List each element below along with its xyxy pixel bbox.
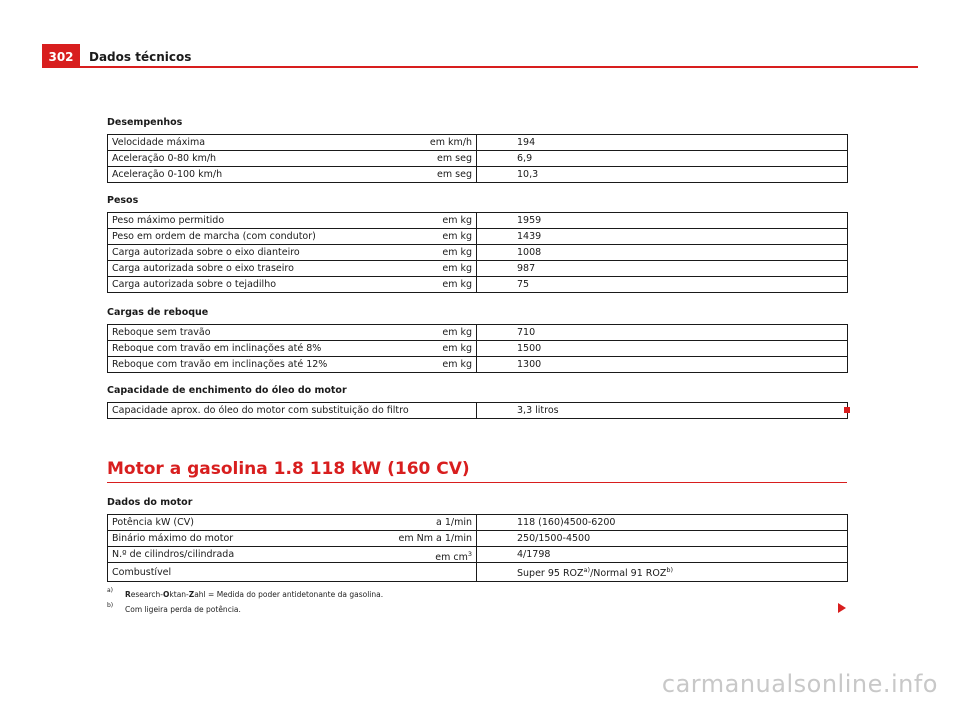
section-end-marker [844,407,850,413]
row-unit: em seg [437,169,472,180]
row-value: 10,3 [477,167,848,183]
towing-table [107,324,848,373]
row-value: 1500 [477,341,848,357]
oil-table [107,402,848,419]
weights-table [107,212,848,293]
row-label: Binário máximo do motor [112,533,234,544]
footnote-mark: b) [107,602,114,609]
table-row [108,277,848,293]
row-value: 1008 [477,245,848,261]
row-unit: em kg [442,215,472,226]
row-unit: em Nm a 1/min [398,533,472,544]
watermark: carmanualsonline.info [661,670,938,698]
engine-title: Motor a gasolina 1.8 118 kW (160 CV) [107,459,470,479]
row-unit: em km/h [429,137,472,148]
row-value: 1300 [477,357,848,373]
row-unit: em kg [442,247,472,258]
row-label: Reboque sem travão [112,327,211,338]
table-row [108,563,848,582]
table-row [108,167,848,183]
row-label: Carga autorizada sobre o tejadilho [112,279,277,290]
row-label: Carga autorizada sobre o eixo traseiro [112,263,294,274]
row-unit: em kg [442,231,472,242]
table-row [108,135,848,151]
table-row [108,403,848,419]
section-heading-performance: Desempenhos [107,117,183,128]
row-value: 710 [477,325,848,341]
row-unit: em kg [442,263,472,274]
row-value: 1439 [477,229,848,245]
row-label: Combustível [108,563,477,582]
row-label: Peso máximo permitido [112,215,225,226]
row-unit [435,547,472,565]
row-value: 4/1798 [477,547,848,563]
row-value: 75 [477,277,848,293]
section-heading-oil: Capacidade de enchimento do óleo do motor [107,385,347,396]
row-label: Reboque com travão em inclinações até 12% [112,359,328,370]
engine-table [107,514,848,582]
fn-text: esearch- [130,590,164,599]
table-row [108,515,848,531]
row-unit: em kg [442,279,472,290]
row-label: Reboque com travão em inclinações até 8% [112,343,322,354]
fn-bold-z: Z [188,590,195,599]
row-value: 250/1500-4500 [477,531,848,547]
table-row [108,229,848,245]
row-value: 194 [477,135,848,151]
table-row [108,325,848,341]
row-unit: a 1/min [435,517,472,528]
row-value: 6,9 [477,151,848,167]
row-value [477,563,848,582]
row-label: Aceleração 0-100 km/h [112,169,223,180]
footnote-a [107,587,384,599]
section-heading-towing: Cargas de reboque [107,307,209,318]
title-rule [107,482,847,483]
footnote-b [107,602,241,614]
unit-superscript: 3 [467,550,472,558]
table-row [108,531,848,547]
table-row [108,213,848,229]
fn-bold-o: O [163,590,170,599]
footnote-ref-a: a) [583,566,591,574]
fn-text: Com ligeira perda de potência. [125,605,241,614]
section-heading-engine: Dados do motor [107,497,193,508]
row-value: 987 [477,261,848,277]
row-label: Capacidade aprox. do óleo do motor com substituição do filtro [108,403,477,419]
row-label: Carga autorizada sobre o eixo dianteiro [112,247,300,258]
row-value: 118 (160)4500-6200 [477,515,848,531]
chapter-title: Dados técnicos [89,50,192,64]
unit-text: em cm [435,552,468,564]
row-unit: em kg [442,327,472,338]
performance-table [107,134,848,183]
header-rule [42,66,918,68]
row-label: Aceleração 0-80 km/h [112,153,217,164]
row-value: 1959 [477,213,848,229]
fuel-part1: Super 95 ROZ [517,568,584,580]
row-unit: em kg [442,359,472,370]
row-unit: em seg [437,153,472,164]
table-row [108,341,848,357]
section-heading-weights: Pesos [107,195,139,206]
footnote-mark: a) [107,587,114,594]
row-label: Peso em ordem de marcha (com condutor) [112,231,316,242]
fn-text: ktan- [169,590,189,599]
fuel-part2: /Normal 91 ROZ [590,568,667,580]
row-label: Velocidade máxima [112,137,206,148]
table-row [108,245,848,261]
row-label: N.º de cilindros/cilindrada [112,549,235,560]
continue-arrow-icon [838,603,846,613]
fn-text: ahl = Medida do poder antidetonante da gasolina. [194,590,384,599]
row-unit: em kg [442,343,472,354]
row-label: Potência kW (CV) [112,517,194,528]
row-value: 3,3 litros [477,403,848,419]
table-row [108,151,848,167]
page-number: 302 [42,44,80,68]
table-row [108,547,848,563]
table-row [108,357,848,373]
table-row [108,261,848,277]
footnote-ref-b: b) [666,566,674,574]
fn-bold-r: R [125,590,131,599]
